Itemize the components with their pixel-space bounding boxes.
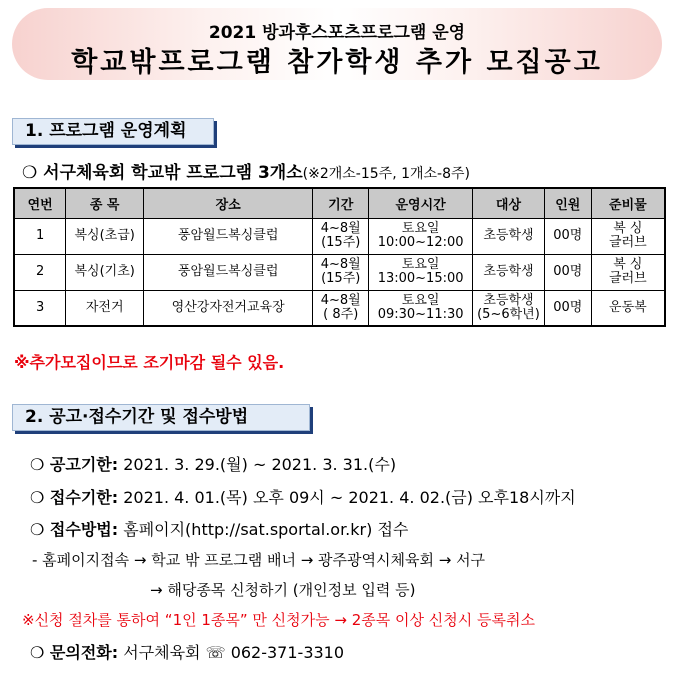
items-line2: 글러브 bbox=[609, 235, 647, 250]
notice-label: ❍ 공고기한: bbox=[30, 455, 119, 474]
cell-items bbox=[591, 290, 665, 326]
cell-place: 영산강자전거교육장 bbox=[144, 290, 313, 326]
table-header-row bbox=[14, 188, 665, 218]
method-value: 홈페이지(http://sat.sportal.or.kr) 접수 bbox=[123, 520, 409, 539]
col-header: 인원 bbox=[544, 188, 591, 218]
cell-items bbox=[591, 218, 665, 254]
cell-period bbox=[313, 254, 369, 290]
col-header: 대상 bbox=[473, 188, 545, 218]
contact-label: ❍ 문의전화: bbox=[30, 643, 119, 662]
items-line1: 운동복 bbox=[609, 299, 647, 315]
period-weeks: (15주) bbox=[321, 235, 361, 250]
period-weeks: (15주) bbox=[321, 271, 361, 286]
cell-time bbox=[369, 218, 473, 254]
method-label: ❍ 접수방법: bbox=[30, 520, 119, 539]
banner-title: 학교밖프로그램 참가학생 추가 모집공고 bbox=[71, 47, 603, 78]
cell-no: 3 bbox=[14, 290, 66, 326]
section1-heading: 1. 프로그램 운영계획 bbox=[12, 118, 214, 145]
cell-items bbox=[591, 254, 665, 290]
cell-sport: 복싱(기초) bbox=[66, 254, 144, 290]
program-summary bbox=[22, 158, 470, 183]
apply-value: 2021. 4. 01.(목) 오후 09시 ~ 2021. 4. 02.(금) 오후18시까지 bbox=[123, 488, 576, 507]
banner-subtitle: 2021 방과후스포츠프로그램 운영 bbox=[208, 23, 466, 43]
apply-period-line bbox=[30, 485, 576, 508]
one-sport-rule: ※신청 절차를 통하여 “1인 1종목” 만 신청가능 → 2종목 이상 신청시 등록취소 bbox=[22, 611, 535, 629]
path-line-2: → 해당종목 신청하기 (개인정보 입력 등) bbox=[150, 581, 416, 599]
col-header: 연번 bbox=[14, 188, 66, 218]
col-header: 운영시간 bbox=[369, 188, 473, 218]
table-row bbox=[14, 290, 665, 326]
cell-target bbox=[473, 254, 545, 290]
cell-no: 1 bbox=[14, 218, 66, 254]
cell-period bbox=[313, 218, 369, 254]
items-line1: 복 싱 bbox=[613, 221, 643, 236]
cell-target bbox=[473, 218, 545, 254]
cell-sport: 복싱(초급) bbox=[66, 218, 144, 254]
table-row bbox=[14, 254, 665, 290]
time-day: 토요일 bbox=[401, 221, 440, 236]
cell-people: 00명 bbox=[544, 218, 591, 254]
summary-note: (※2개소-15주, 1개소-8주) bbox=[302, 166, 470, 182]
cell-place: 풍암월드복싱클럽 bbox=[144, 218, 313, 254]
items-line2: 글러브 bbox=[609, 271, 647, 286]
target-main: 초등학생 bbox=[483, 292, 534, 308]
time-hours: 10:00~12:00 bbox=[377, 235, 464, 250]
cell-target bbox=[473, 290, 545, 326]
early-close-warning: ※추가모집이므로 조기마감 될수 있음. bbox=[14, 353, 285, 372]
target-main: 초등학생 bbox=[483, 228, 534, 243]
title-banner bbox=[12, 8, 662, 80]
time-day: 토요일 bbox=[401, 292, 440, 308]
col-header: 종 목 bbox=[66, 188, 144, 218]
summary-main: ❍ 서구체육회 학교밖 프로그램 3개소 bbox=[22, 163, 303, 183]
col-header: 준비물 bbox=[591, 188, 665, 218]
time-hours: 13:00~15:00 bbox=[377, 271, 464, 286]
section2-heading: 2. 공고·접수기간 및 접수방법 bbox=[12, 404, 310, 431]
cell-period bbox=[313, 290, 369, 326]
program-table bbox=[13, 187, 666, 327]
table-row bbox=[14, 218, 665, 254]
apply-label: ❍ 접수기한: bbox=[30, 488, 119, 507]
period-months: 4~8월 bbox=[320, 292, 361, 308]
col-header: 장소 bbox=[144, 188, 313, 218]
cell-time bbox=[369, 290, 473, 326]
cell-people: 00명 bbox=[544, 290, 591, 326]
period-months: 4~8월 bbox=[320, 257, 361, 272]
col-header: 기간 bbox=[313, 188, 369, 218]
cell-time bbox=[369, 254, 473, 290]
apply-method-line bbox=[30, 517, 408, 540]
cell-no: 2 bbox=[14, 254, 66, 290]
time-hours: 09:30~11:30 bbox=[377, 306, 464, 322]
items-line1: 복 싱 bbox=[613, 257, 643, 272]
period-months: 4~8월 bbox=[320, 221, 361, 236]
cell-people: 00명 bbox=[544, 254, 591, 290]
time-day: 토요일 bbox=[401, 257, 440, 272]
target-detail: (5~6학년) bbox=[477, 306, 540, 322]
period-weeks: ( 8주) bbox=[323, 306, 359, 322]
contact-value: 서구체육회 ☏ 062-371-3310 bbox=[123, 643, 345, 662]
path-line-1: - 홈페이지접속 → 학교 밖 프로그램 배너 → 광주광역시체육회 → 서구 bbox=[32, 551, 486, 569]
notice-period-line bbox=[30, 452, 396, 475]
notice-value: 2021. 3. 29.(월) ~ 2021. 3. 31.(수) bbox=[123, 455, 397, 474]
cell-place: 풍암월드복싱클럽 bbox=[144, 254, 313, 290]
target-main: 초등학생 bbox=[483, 264, 534, 279]
cell-sport: 자전거 bbox=[66, 290, 144, 326]
contact-line bbox=[30, 640, 344, 663]
